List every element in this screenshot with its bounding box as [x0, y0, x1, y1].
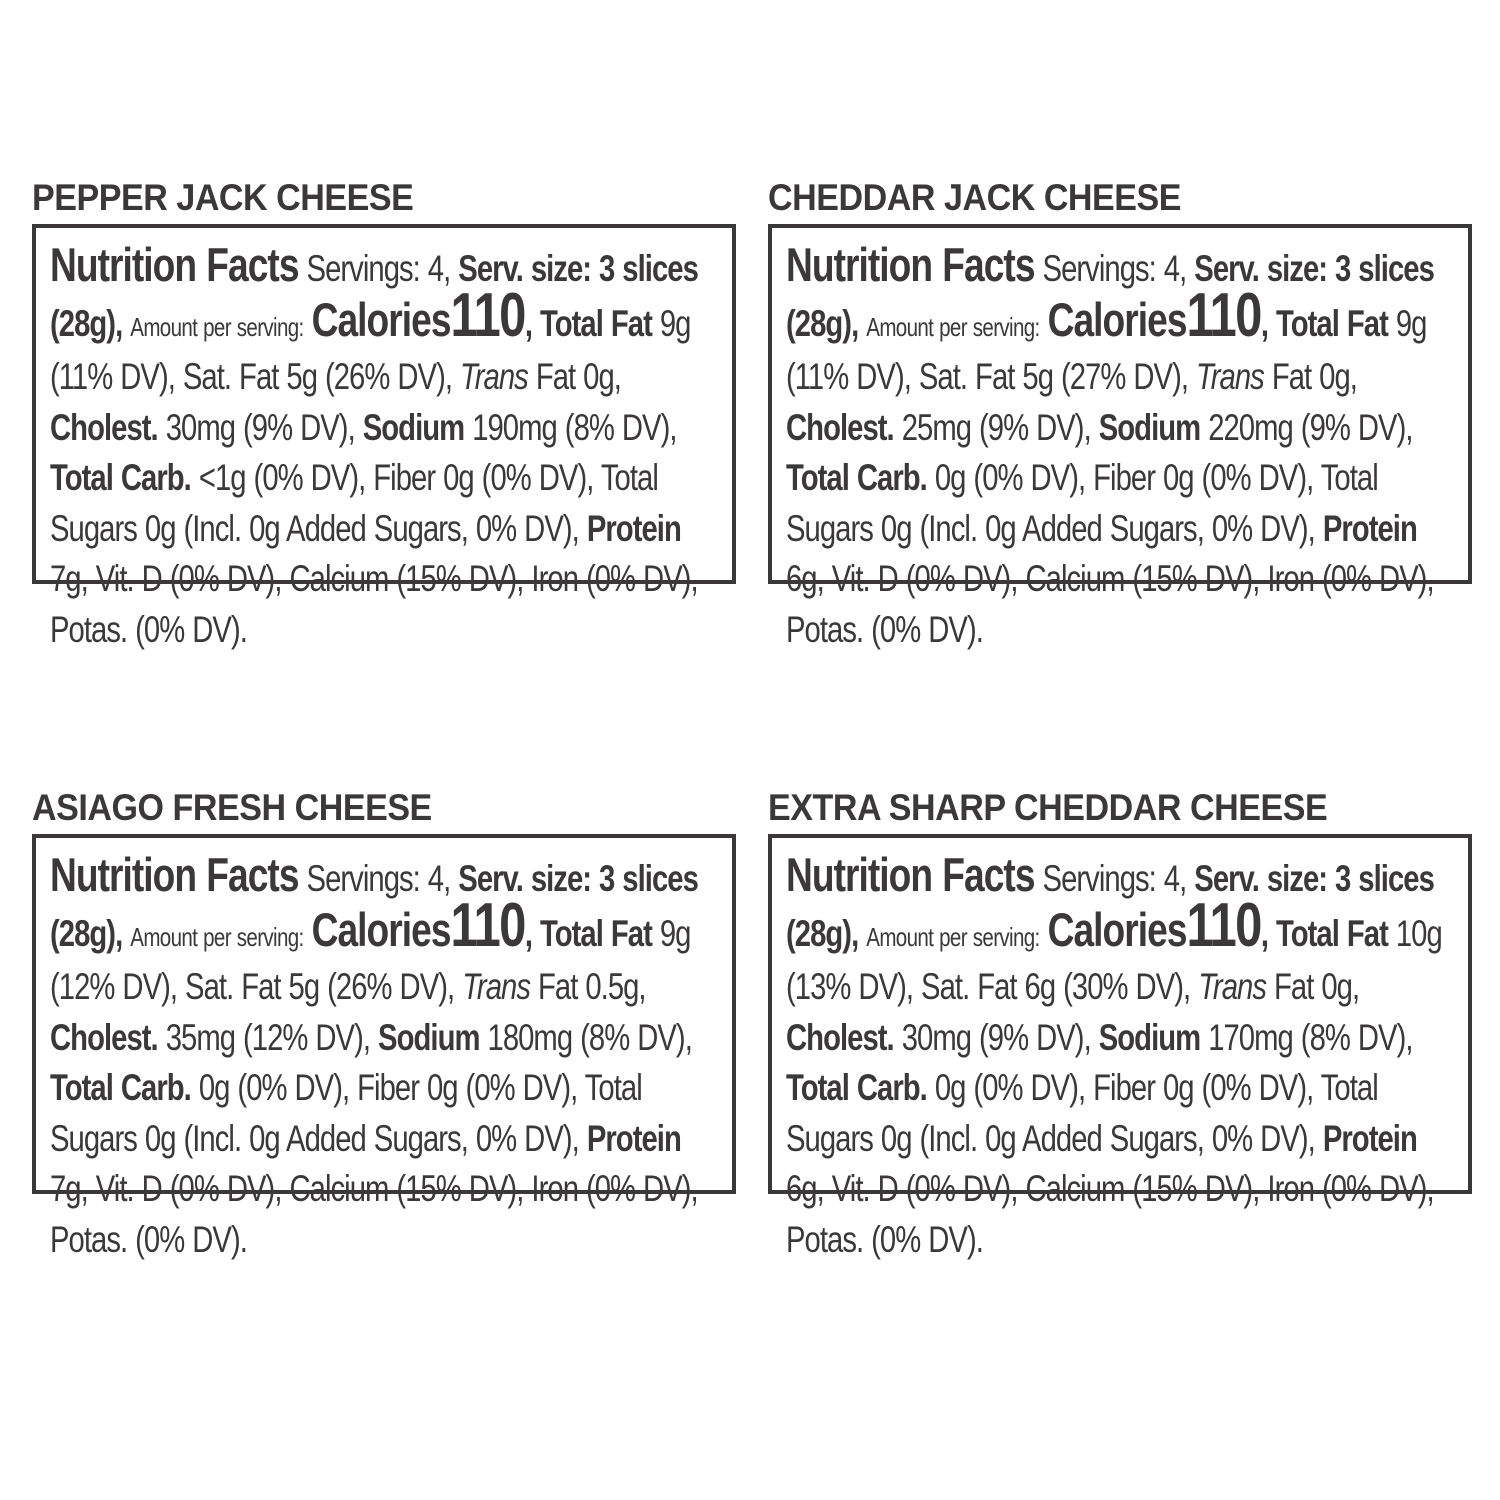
nutrition-facts-heading: Nutrition Facts: [50, 848, 299, 901]
trans-label: Trans: [1198, 966, 1267, 1007]
calories-label: Calories: [1047, 292, 1187, 346]
nutrition-label-text: [50, 850, 718, 1265]
nutrition-panel-pepper-jack: [32, 176, 736, 650]
nutrition-label-box: [768, 224, 1472, 650]
total-fat-value: 9g (12% DV), Sat. Fat 5g (26% DV),: [50, 912, 691, 1007]
calories-value: 110: [1186, 890, 1261, 960]
trans-value: Fat 0g,: [1273, 966, 1360, 1007]
panel-title: CHEDDAR JACK CHEESE: [768, 177, 1182, 218]
serving-size-text: Serv. size: 3 slices (28g),: [786, 248, 1434, 344]
protein-value: 6g, Vit. D (0% DV), Calcium (15% DV), Iron (0% DV), Potas. (0% DV).: [786, 1168, 1434, 1260]
calories-comma: ,: [524, 912, 533, 954]
calories-label: Calories: [1047, 902, 1187, 956]
cholest-label: Cholest.: [786, 1016, 894, 1058]
carb-value: 0g (0% DV), Fiber 0g (0% DV), Total Sugars 0g (Incl. 0g Added Sugars, 0% DV),: [786, 1067, 1378, 1159]
panel-title: PEPPER JACK CHEESE: [32, 177, 414, 218]
carb-value: 0g (0% DV), Fiber 0g (0% DV), Total Sugars 0g (Incl. 0g Added Sugars, 0% DV),: [50, 1067, 642, 1159]
nutrition-panel-extra-sharp-cheddar: [768, 786, 1472, 1260]
serving-size-text: Serv. size: 3 slices (28g),: [50, 858, 698, 954]
amount-per-serving-text: Amount per serving:: [866, 921, 1040, 952]
calories-value: 110: [450, 280, 525, 350]
trans-label: Trans: [1196, 356, 1264, 397]
amount-per-serving-text: Amount per serving:: [130, 921, 304, 952]
carb-label: Total Carb.: [786, 1067, 927, 1108]
total-fat-label: Total Fat: [1275, 302, 1388, 344]
serving-size-text: Serv. size: 3 slices (28g),: [786, 858, 1434, 954]
total-fat-value: 10g (13% DV), Sat. Fat 6g (30% DV),: [786, 912, 1442, 1007]
cholest-value: 35mg (12% DV),: [165, 1016, 371, 1058]
protein-value: 6g, Vit. D (0% DV), Calcium (15% DV), Iron (0% DV), Potas. (0% DV).: [786, 558, 1434, 650]
cholest-value: 30mg (9% DV),: [901, 1016, 1091, 1058]
cholest-label: Cholest.: [786, 406, 894, 448]
carb-value: 0g (0% DV), Fiber 0g (0% DV), Total Sugars 0g (Incl. 0g Added Sugars, 0% DV),: [786, 457, 1378, 549]
calories-value: 110: [1186, 280, 1261, 350]
amount-per-serving-text: Amount per serving:: [130, 311, 304, 342]
calories-label: Calories: [311, 902, 451, 956]
calories-value: 110: [450, 890, 525, 960]
protein-label: Protein: [586, 507, 681, 549]
protein-value: 7g, Vit. D (0% DV), Calcium (15% DV), Iron (0% DV), Potas. (0% DV).: [50, 558, 698, 650]
carb-label: Total Carb.: [50, 457, 191, 498]
sodium-label: Sodium: [362, 406, 465, 448]
calories-comma: ,: [1260, 912, 1269, 954]
sodium-value: 220mg (9% DV),: [1208, 406, 1413, 448]
nutrition-panel-asiago-fresh: [32, 786, 736, 1260]
nutrition-facts-heading: Nutrition Facts: [786, 238, 1035, 291]
sodium-label: Sodium: [1098, 406, 1201, 448]
carb-value: <1g (0% DV), Fiber 0g (0% DV), Total Sugars 0g (Incl. 0g Added Sugars, 0% DV),: [50, 457, 658, 549]
servings-text: Servings: 4,: [1042, 248, 1187, 289]
sodium-value: 170mg (8% DV),: [1208, 1016, 1413, 1058]
serving-size-text: Serv. size: 3 slices (28g),: [50, 248, 698, 344]
trans-value: Fat 0g,: [535, 356, 621, 397]
sodium-value: 190mg (8% DV),: [472, 406, 677, 448]
protein-label: Protein: [586, 1117, 681, 1159]
protein-label: Protein: [1322, 1117, 1417, 1159]
panel-title: EXTRA SHARP CHEDDAR CHEESE: [768, 787, 1328, 828]
trans-value: Fat 0.5g,: [537, 966, 646, 1007]
protein-value: 7g, Vit. D (0% DV), Calcium (15% DV), Iron (0% DV), Potas. (0% DV).: [50, 1168, 698, 1260]
calories-comma: ,: [524, 302, 533, 344]
protein-label: Protein: [1322, 507, 1417, 549]
cholest-value: 25mg (9% DV),: [901, 406, 1091, 448]
total-fat-value: 9g (11% DV), Sat. Fat 5g (26% DV),: [50, 302, 691, 397]
nutrition-facts-heading: Nutrition Facts: [786, 848, 1035, 901]
cholest-value: 30mg (9% DV),: [165, 406, 355, 448]
calories-label: Calories: [311, 292, 451, 346]
nutrition-label-box: [32, 834, 736, 1260]
nutrition-label-text: [50, 240, 718, 655]
sodium-label: Sodium: [378, 1016, 480, 1058]
trans-label: Trans: [462, 966, 531, 1007]
sodium-label: Sodium: [1098, 1016, 1201, 1058]
nutrition-label-box: [768, 834, 1472, 1260]
nutrition-label-box: [32, 224, 736, 650]
nutrition-label-text: [786, 850, 1454, 1265]
nutrition-panel-cheddar-jack: [768, 176, 1472, 650]
amount-per-serving-text: Amount per serving:: [866, 311, 1040, 342]
total-fat-label: Total Fat: [539, 912, 652, 954]
trans-value: Fat 0g,: [1271, 356, 1357, 397]
trans-label: Trans: [460, 356, 528, 397]
sodium-value: 180mg (8% DV),: [487, 1016, 692, 1058]
total-fat-label: Total Fat: [539, 302, 652, 344]
nutrition-label-text: [786, 240, 1454, 655]
carb-label: Total Carb.: [50, 1067, 191, 1108]
total-fat-value: 9g (11% DV), Sat. Fat 5g (27% DV),: [786, 302, 1427, 397]
total-fat-label: Total Fat: [1275, 912, 1388, 954]
cholest-label: Cholest.: [50, 406, 158, 448]
servings-text: Servings: 4,: [1042, 858, 1187, 899]
servings-text: Servings: 4,: [306, 248, 451, 289]
servings-text: Servings: 4,: [306, 858, 451, 899]
cholest-label: Cholest.: [50, 1016, 158, 1058]
carb-label: Total Carb.: [786, 457, 927, 498]
nutrition-facts-heading: Nutrition Facts: [50, 238, 299, 291]
calories-comma: ,: [1260, 302, 1269, 344]
panel-title: ASIAGO FRESH CHEESE: [32, 787, 432, 828]
